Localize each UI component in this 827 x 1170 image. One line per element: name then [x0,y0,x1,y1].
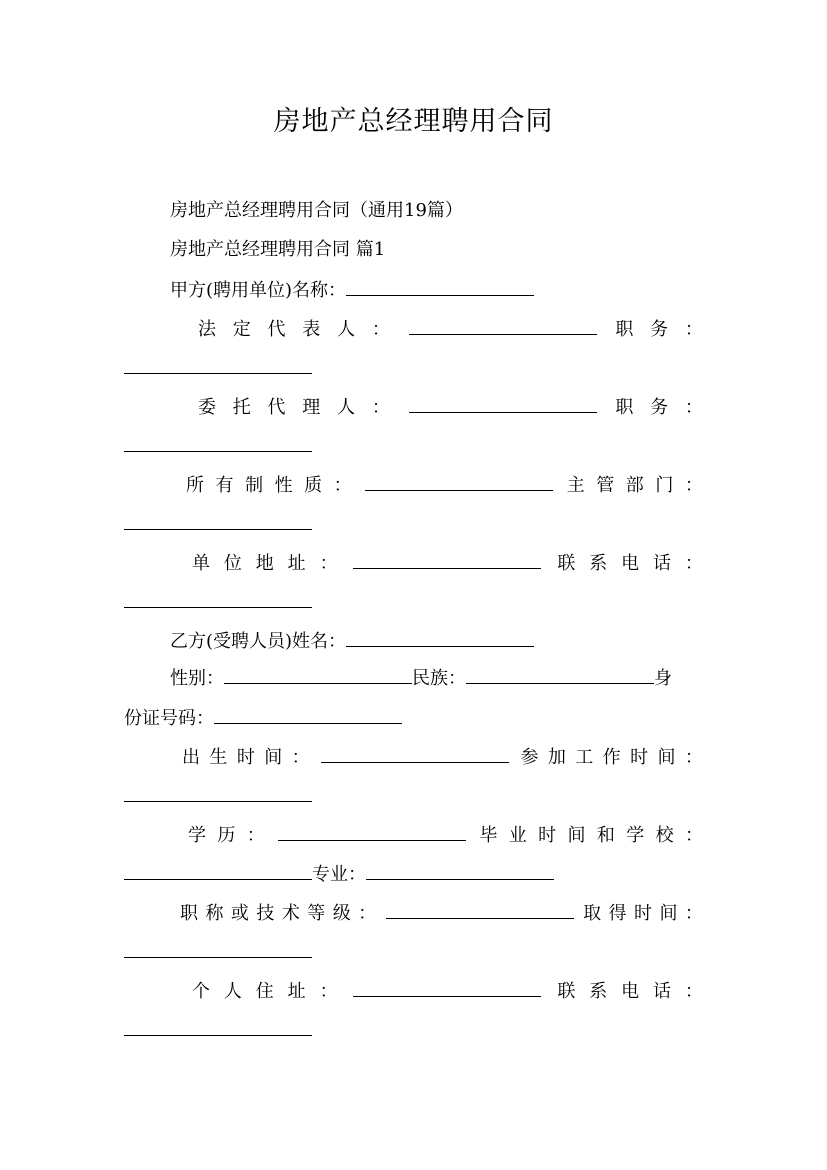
major-label: 专业： [312,864,366,885]
department-char: ： [684,475,703,496]
ethnicity-blank [466,665,654,684]
department-char: 主 [566,475,585,496]
party-b-name-row [170,628,534,654]
graduation-char: ： [684,825,703,846]
graduation-char: 间 [567,825,586,846]
personal-address-char: 个 [192,981,210,1002]
personal-address-char: ： [319,981,338,1002]
position-char: ： [684,319,703,340]
ownership-char: ： [333,475,352,496]
party-a-name-blank [346,277,534,296]
delegate-position-row [124,433,312,459]
contact-phone-char: 话 [653,981,672,1002]
personal-address-char: 址 [287,981,306,1002]
education-row [0,822,827,848]
work-start-char: ： [684,747,703,768]
legal-representative-row [0,316,827,342]
unit-address-char: 单 [192,553,210,574]
personal-address-blank [353,978,541,997]
department-value-row [124,511,312,537]
title-level-char: 称 [205,903,224,924]
gender-label: 性别： [170,668,224,689]
ownership-char: 性 [274,475,293,496]
department-char: 部 [625,475,644,496]
unit-address-char: 位 [223,553,242,574]
obtain-time-char: 时 [633,903,652,924]
delegate-char: 理 [302,397,321,418]
unit-address-row [0,550,827,576]
birth-work-row [0,744,827,770]
contact-phone-char: 电 [621,981,640,1002]
graduation-char: 业 [508,825,527,846]
position-char: 职 [615,319,634,340]
unit-phone-blank [124,589,312,608]
delegate-char: 人 [337,397,356,418]
obtain-time-char: 间 [659,903,678,924]
id-number-blank [214,705,402,724]
id-label-start: 身 [654,668,672,689]
unit-phone-value-row [124,589,312,615]
title-level-char: 术 [281,903,300,924]
position-char: 务 [650,397,669,418]
contact-phone-char: 系 [589,553,608,574]
unit-address-char: 地 [255,553,274,574]
title-level-row [0,900,827,926]
obtain-time-char: 得 [608,903,627,924]
position-char: 务 [650,319,669,340]
position-char: 职 [615,397,634,418]
ownership-row [0,472,827,498]
work-start-value-row [124,783,312,809]
contact-phone-char: 联 [557,553,576,574]
contact-phone-char: 系 [589,981,608,1002]
delegate-blank [409,394,597,413]
title-level-char: 或 [230,903,249,924]
work-start-char: 时 [630,747,649,768]
ownership-char: 制 [245,475,264,496]
department-char: 管 [596,475,615,496]
legal-rep-position-row [124,355,312,381]
party-b-name-label: 乙方(受聘人员)姓名： [170,631,347,652]
delegate-char: ： [371,397,390,418]
major-blank [366,861,554,880]
obtain-time-value-row [124,939,312,965]
work-start-char: 加 [547,747,566,768]
ownership-char: 质 [304,475,323,496]
birth-char: 间 [264,747,283,768]
gender-ethnicity-row [170,665,672,691]
birth-char: 出 [182,747,200,768]
contact-phone-char: 话 [653,553,672,574]
delegate-char: 托 [232,397,251,418]
obtain-time-char: ： [684,903,703,924]
personal-phone-value-row [124,1017,312,1043]
ownership-char: 有 [215,475,234,496]
title-level-char: 级 [332,903,351,924]
department-char: 门 [655,475,674,496]
title-level-char: 职 [180,903,198,924]
graduation-char: 时 [538,825,557,846]
party-b-name-blank [346,628,534,647]
delegate-char: 代 [267,397,286,418]
contact-phone-char: ： [684,553,703,574]
contact-phone-char: 联 [557,981,576,1002]
party-a-name-label: 甲方(聘用单位)名称： [170,280,347,301]
delegate-position-blank [124,433,312,452]
department-blank [124,511,312,530]
title-level-char: 等 [307,903,326,924]
title-level-char: ： [358,903,377,924]
personal-phone-blank [124,1017,312,1036]
graduation-blank [124,861,312,880]
legal-rep-char: ： [371,319,390,340]
legal-rep-char: 人 [337,319,356,340]
work-start-char: 间 [657,747,676,768]
personal-address-char: 人 [223,981,242,1002]
id-number-row [124,705,402,731]
gender-blank [224,665,412,684]
subtitle: 房地产总经理聘用合同（通用19篇） [170,200,463,221]
birth-char: 时 [236,747,255,768]
education-blank [278,822,466,841]
birth-char: ： [291,747,310,768]
legal-rep-char: 代 [267,319,286,340]
ethnicity-label: 民族： [412,668,466,689]
chapter-heading: 房地产总经理聘用合同 篇1 [170,239,386,260]
legal-rep-blank [409,316,597,335]
birth-blank [321,744,509,763]
delegate-agent-row [0,394,827,420]
position-char: ： [684,397,703,418]
legal-rep-char: 法 [198,319,216,340]
education-char: ： [246,825,265,846]
id-label-rest: 份证号码： [124,708,214,729]
legal-rep-char: 表 [302,319,321,340]
work-start-char: 作 [602,747,621,768]
title-level-char: 技 [256,903,275,924]
unit-address-char: 址 [287,553,306,574]
delegate-char: 委 [198,397,216,418]
education-char: 学 [188,825,206,846]
graduation-char: 学 [626,825,645,846]
party-a-name-row [170,277,534,303]
graduation-char: 校 [655,825,674,846]
ownership-blank [365,472,553,491]
unit-address-blank [353,550,541,569]
graduation-char: 和 [596,825,615,846]
obtain-time-blank [124,939,312,958]
personal-address-row [0,978,827,1004]
legal-rep-position-blank [124,355,312,374]
unit-address-char: ： [319,553,338,574]
contact-phone-char: ： [684,981,703,1002]
birth-char: 生 [209,747,228,768]
title-level-blank [386,900,574,919]
legal-rep-char: 定 [232,319,251,340]
graduation-major-row [124,861,554,887]
ownership-char: 所 [186,475,204,496]
document-title: 房地产总经理聘用合同 [273,106,554,137]
graduation-char: 毕 [479,825,498,846]
work-start-char: 工 [575,747,594,768]
education-char: 历 [217,825,236,846]
personal-address-char: 住 [255,981,274,1002]
work-start-char: 参 [520,747,539,768]
contact-phone-char: 电 [621,553,640,574]
obtain-time-char: 取 [583,903,602,924]
work-start-blank [124,783,312,802]
